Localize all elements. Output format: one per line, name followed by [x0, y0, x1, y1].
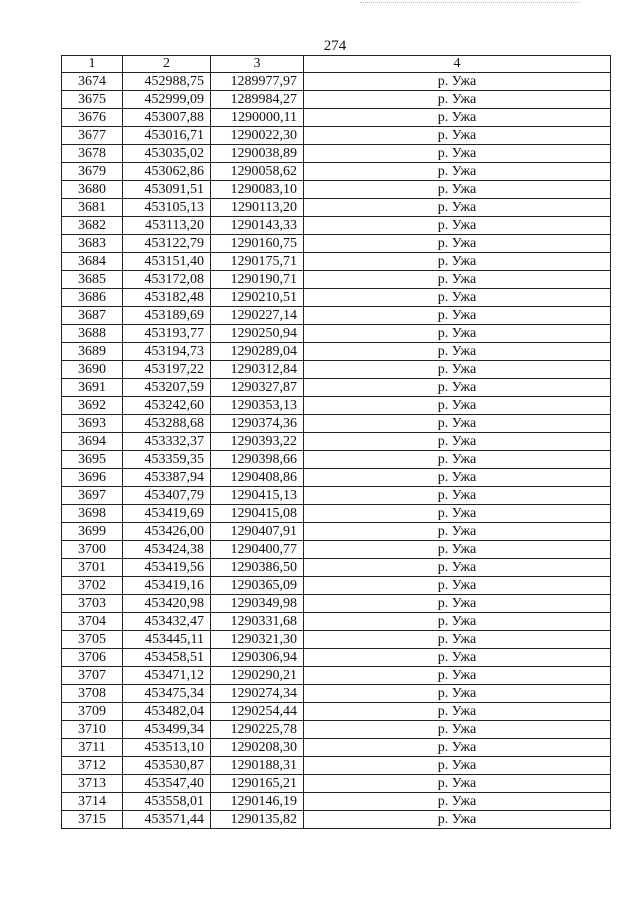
location-cell: р. Ужа	[304, 811, 611, 829]
table-row	[62, 361, 611, 379]
x-coordinate-cell: 453207,59	[123, 379, 211, 397]
location-cell: р. Ужа	[304, 523, 611, 541]
x-coordinate-cell: 453513,10	[123, 739, 211, 757]
point-number-cell: 3686	[62, 289, 123, 307]
location-cell: р. Ужа	[304, 379, 611, 397]
point-number-cell: 3703	[62, 595, 123, 613]
table-row	[62, 613, 611, 631]
y-coordinate-cell: 1290038,89	[211, 145, 304, 163]
location-cell: р. Ужа	[304, 145, 611, 163]
point-number-cell: 3675	[62, 91, 123, 109]
table-row	[62, 289, 611, 307]
y-coordinate-cell: 1290386,50	[211, 559, 304, 577]
point-number-cell: 3713	[62, 775, 123, 793]
x-coordinate-cell: 453458,51	[123, 649, 211, 667]
x-coordinate-cell: 453432,47	[123, 613, 211, 631]
y-coordinate-cell: 1290289,04	[211, 343, 304, 361]
y-coordinate-cell: 1290146,19	[211, 793, 304, 811]
y-coordinate-cell: 1290365,09	[211, 577, 304, 595]
point-number-cell: 3709	[62, 703, 123, 721]
point-number-cell: 3683	[62, 235, 123, 253]
point-number-cell: 3688	[62, 325, 123, 343]
table-row	[62, 541, 611, 559]
x-coordinate-cell: 453332,37	[123, 433, 211, 451]
x-coordinate-cell: 453419,69	[123, 505, 211, 523]
point-number-cell: 3689	[62, 343, 123, 361]
point-number-cell: 3705	[62, 631, 123, 649]
point-number-cell: 3691	[62, 379, 123, 397]
point-number-cell: 3701	[62, 559, 123, 577]
point-number-cell: 3680	[62, 181, 123, 199]
x-coordinate-cell: 453419,56	[123, 559, 211, 577]
table-row	[62, 577, 611, 595]
location-cell: р. Ужа	[304, 541, 611, 559]
table-row	[62, 433, 611, 451]
point-number-cell: 3681	[62, 199, 123, 217]
y-coordinate-cell: 1290165,21	[211, 775, 304, 793]
point-number-cell: 3694	[62, 433, 123, 451]
table-row	[62, 235, 611, 253]
point-number-cell: 3710	[62, 721, 123, 739]
point-number-cell: 3712	[62, 757, 123, 775]
x-coordinate-cell: 453387,94	[123, 469, 211, 487]
y-coordinate-cell: 1290143,33	[211, 217, 304, 235]
point-number-cell: 3711	[62, 739, 123, 757]
table-row	[62, 253, 611, 271]
x-coordinate-cell: 453197,22	[123, 361, 211, 379]
x-coordinate-cell: 453062,86	[123, 163, 211, 181]
x-coordinate-cell: 453547,40	[123, 775, 211, 793]
coordinates-table	[61, 55, 611, 829]
location-cell: р. Ужа	[304, 343, 611, 361]
y-coordinate-cell: 1290374,36	[211, 415, 304, 433]
table-row	[62, 127, 611, 145]
location-cell: р. Ужа	[304, 469, 611, 487]
x-coordinate-cell: 453424,38	[123, 541, 211, 559]
y-coordinate-cell: 1290400,77	[211, 541, 304, 559]
x-coordinate-cell: 453288,68	[123, 415, 211, 433]
point-number-cell: 3704	[62, 613, 123, 631]
y-coordinate-cell: 1290306,94	[211, 649, 304, 667]
table-row	[62, 451, 611, 469]
table-row	[62, 109, 611, 127]
table-row	[62, 793, 611, 811]
location-cell: р. Ужа	[304, 451, 611, 469]
y-coordinate-cell: 1290000,11	[211, 109, 304, 127]
y-coordinate-cell: 1290398,66	[211, 451, 304, 469]
location-cell: р. Ужа	[304, 613, 611, 631]
x-coordinate-cell: 453122,79	[123, 235, 211, 253]
point-number-cell: 3677	[62, 127, 123, 145]
x-coordinate-cell: 453426,00	[123, 523, 211, 541]
table-row	[62, 757, 611, 775]
x-coordinate-cell: 453172,08	[123, 271, 211, 289]
table-row	[62, 667, 611, 685]
y-coordinate-cell: 1289984,27	[211, 91, 304, 109]
y-coordinate-cell: 1290415,08	[211, 505, 304, 523]
table-header-row	[62, 56, 611, 73]
point-number-cell: 3687	[62, 307, 123, 325]
x-coordinate-cell: 453194,73	[123, 343, 211, 361]
point-number-cell: 3696	[62, 469, 123, 487]
column-header-1: 1	[62, 56, 123, 73]
location-cell: р. Ужа	[304, 775, 611, 793]
location-cell: р. Ужа	[304, 703, 611, 721]
location-cell: р. Ужа	[304, 199, 611, 217]
column-header-4: 4	[304, 56, 611, 73]
y-coordinate-cell: 1290408,86	[211, 469, 304, 487]
table-row	[62, 145, 611, 163]
location-cell: р. Ужа	[304, 415, 611, 433]
x-coordinate-cell: 453189,69	[123, 307, 211, 325]
column-header-2: 2	[123, 56, 211, 73]
x-coordinate-cell: 453359,35	[123, 451, 211, 469]
table-row	[62, 505, 611, 523]
point-number-cell: 3676	[62, 109, 123, 127]
location-cell: р. Ужа	[304, 91, 611, 109]
y-coordinate-cell: 1290210,51	[211, 289, 304, 307]
location-cell: р. Ужа	[304, 721, 611, 739]
location-cell: р. Ужа	[304, 793, 611, 811]
location-cell: р. Ужа	[304, 397, 611, 415]
table-row	[62, 775, 611, 793]
x-coordinate-cell: 453193,77	[123, 325, 211, 343]
table-row	[62, 91, 611, 109]
table-row	[62, 397, 611, 415]
table-row	[62, 271, 611, 289]
point-number-cell: 3682	[62, 217, 123, 235]
location-cell: р. Ужа	[304, 739, 611, 757]
x-coordinate-cell: 453242,60	[123, 397, 211, 415]
y-coordinate-cell: 1290312,84	[211, 361, 304, 379]
y-coordinate-cell: 1290407,91	[211, 523, 304, 541]
point-number-cell: 3685	[62, 271, 123, 289]
y-coordinate-cell: 1290353,13	[211, 397, 304, 415]
location-cell: р. Ужа	[304, 289, 611, 307]
y-coordinate-cell: 1290022,30	[211, 127, 304, 145]
x-coordinate-cell: 453499,34	[123, 721, 211, 739]
y-coordinate-cell: 1290225,78	[211, 721, 304, 739]
column-header-3: 3	[211, 56, 304, 73]
location-cell: р. Ужа	[304, 235, 611, 253]
y-coordinate-cell: 1290321,30	[211, 631, 304, 649]
x-coordinate-cell: 453007,88	[123, 109, 211, 127]
x-coordinate-cell: 452999,09	[123, 91, 211, 109]
scan-artifact-line	[360, 2, 580, 3]
table-row	[62, 163, 611, 181]
x-coordinate-cell: 453558,01	[123, 793, 211, 811]
y-coordinate-cell: 1290208,30	[211, 739, 304, 757]
table-row	[62, 325, 611, 343]
x-coordinate-cell: 453482,04	[123, 703, 211, 721]
table-row	[62, 703, 611, 721]
y-coordinate-cell: 1290254,44	[211, 703, 304, 721]
point-number-cell: 3706	[62, 649, 123, 667]
x-coordinate-cell: 453420,98	[123, 595, 211, 613]
x-coordinate-cell: 452988,75	[123, 73, 211, 91]
y-coordinate-cell: 1290327,87	[211, 379, 304, 397]
location-cell: р. Ужа	[304, 649, 611, 667]
y-coordinate-cell: 1290331,68	[211, 613, 304, 631]
point-number-cell: 3715	[62, 811, 123, 829]
point-number-cell: 3707	[62, 667, 123, 685]
table-row	[62, 379, 611, 397]
x-coordinate-cell: 453571,44	[123, 811, 211, 829]
point-number-cell: 3698	[62, 505, 123, 523]
table-row	[62, 217, 611, 235]
x-coordinate-cell: 453091,51	[123, 181, 211, 199]
table-row	[62, 811, 611, 829]
y-coordinate-cell: 1290274,34	[211, 685, 304, 703]
y-coordinate-cell: 1290113,20	[211, 199, 304, 217]
y-coordinate-cell: 1289977,97	[211, 73, 304, 91]
location-cell: р. Ужа	[304, 631, 611, 649]
x-coordinate-cell: 453530,87	[123, 757, 211, 775]
location-cell: р. Ужа	[304, 73, 611, 91]
location-cell: р. Ужа	[304, 361, 611, 379]
table-row	[62, 685, 611, 703]
y-coordinate-cell: 1290290,21	[211, 667, 304, 685]
x-coordinate-cell: 453182,48	[123, 289, 211, 307]
location-cell: р. Ужа	[304, 595, 611, 613]
table-row	[62, 469, 611, 487]
y-coordinate-cell: 1290083,10	[211, 181, 304, 199]
x-coordinate-cell: 453475,34	[123, 685, 211, 703]
table-row	[62, 739, 611, 757]
location-cell: р. Ужа	[304, 685, 611, 703]
location-cell: р. Ужа	[304, 271, 611, 289]
x-coordinate-cell: 453105,13	[123, 199, 211, 217]
location-cell: р. Ужа	[304, 487, 611, 505]
y-coordinate-cell: 1290188,31	[211, 757, 304, 775]
table-row	[62, 181, 611, 199]
x-coordinate-cell: 453016,71	[123, 127, 211, 145]
y-coordinate-cell: 1290227,14	[211, 307, 304, 325]
point-number-cell: 3690	[62, 361, 123, 379]
x-coordinate-cell: 453151,40	[123, 253, 211, 271]
table-row	[62, 595, 611, 613]
point-number-cell: 3679	[62, 163, 123, 181]
point-number-cell: 3693	[62, 415, 123, 433]
point-number-cell: 3700	[62, 541, 123, 559]
location-cell: р. Ужа	[304, 181, 611, 199]
location-cell: р. Ужа	[304, 307, 611, 325]
location-cell: р. Ужа	[304, 757, 611, 775]
location-cell: р. Ужа	[304, 667, 611, 685]
page-number: 274	[323, 38, 347, 54]
table-row	[62, 523, 611, 541]
point-number-cell: 3692	[62, 397, 123, 415]
location-cell: р. Ужа	[304, 559, 611, 577]
table-row	[62, 73, 611, 91]
location-cell: р. Ужа	[304, 433, 611, 451]
table-row	[62, 343, 611, 361]
y-coordinate-cell: 1290415,13	[211, 487, 304, 505]
table-row	[62, 631, 611, 649]
y-coordinate-cell: 1290190,71	[211, 271, 304, 289]
table-row	[62, 649, 611, 667]
location-cell: р. Ужа	[304, 109, 611, 127]
y-coordinate-cell: 1290250,94	[211, 325, 304, 343]
x-coordinate-cell: 453445,11	[123, 631, 211, 649]
location-cell: р. Ужа	[304, 253, 611, 271]
x-coordinate-cell: 453407,79	[123, 487, 211, 505]
x-coordinate-cell: 453113,20	[123, 217, 211, 235]
y-coordinate-cell: 1290160,75	[211, 235, 304, 253]
y-coordinate-cell: 1290135,82	[211, 811, 304, 829]
point-number-cell: 3674	[62, 73, 123, 91]
point-number-cell: 3708	[62, 685, 123, 703]
point-number-cell: 3702	[62, 577, 123, 595]
table-row	[62, 559, 611, 577]
point-number-cell: 3678	[62, 145, 123, 163]
table-row	[62, 415, 611, 433]
location-cell: р. Ужа	[304, 577, 611, 595]
location-cell: р. Ужа	[304, 325, 611, 343]
table-row	[62, 487, 611, 505]
point-number-cell: 3699	[62, 523, 123, 541]
point-number-cell: 3697	[62, 487, 123, 505]
point-number-cell: 3684	[62, 253, 123, 271]
location-cell: р. Ужа	[304, 127, 611, 145]
y-coordinate-cell: 1290175,71	[211, 253, 304, 271]
location-cell: р. Ужа	[304, 163, 611, 181]
point-number-cell: 3695	[62, 451, 123, 469]
table-row	[62, 199, 611, 217]
x-coordinate-cell: 453471,12	[123, 667, 211, 685]
location-cell: р. Ужа	[304, 505, 611, 523]
table-row	[62, 721, 611, 739]
y-coordinate-cell: 1290058,62	[211, 163, 304, 181]
location-cell: р. Ужа	[304, 217, 611, 235]
table-row	[62, 307, 611, 325]
y-coordinate-cell: 1290349,98	[211, 595, 304, 613]
point-number-cell: 3714	[62, 793, 123, 811]
x-coordinate-cell: 453035,02	[123, 145, 211, 163]
x-coordinate-cell: 453419,16	[123, 577, 211, 595]
y-coordinate-cell: 1290393,22	[211, 433, 304, 451]
